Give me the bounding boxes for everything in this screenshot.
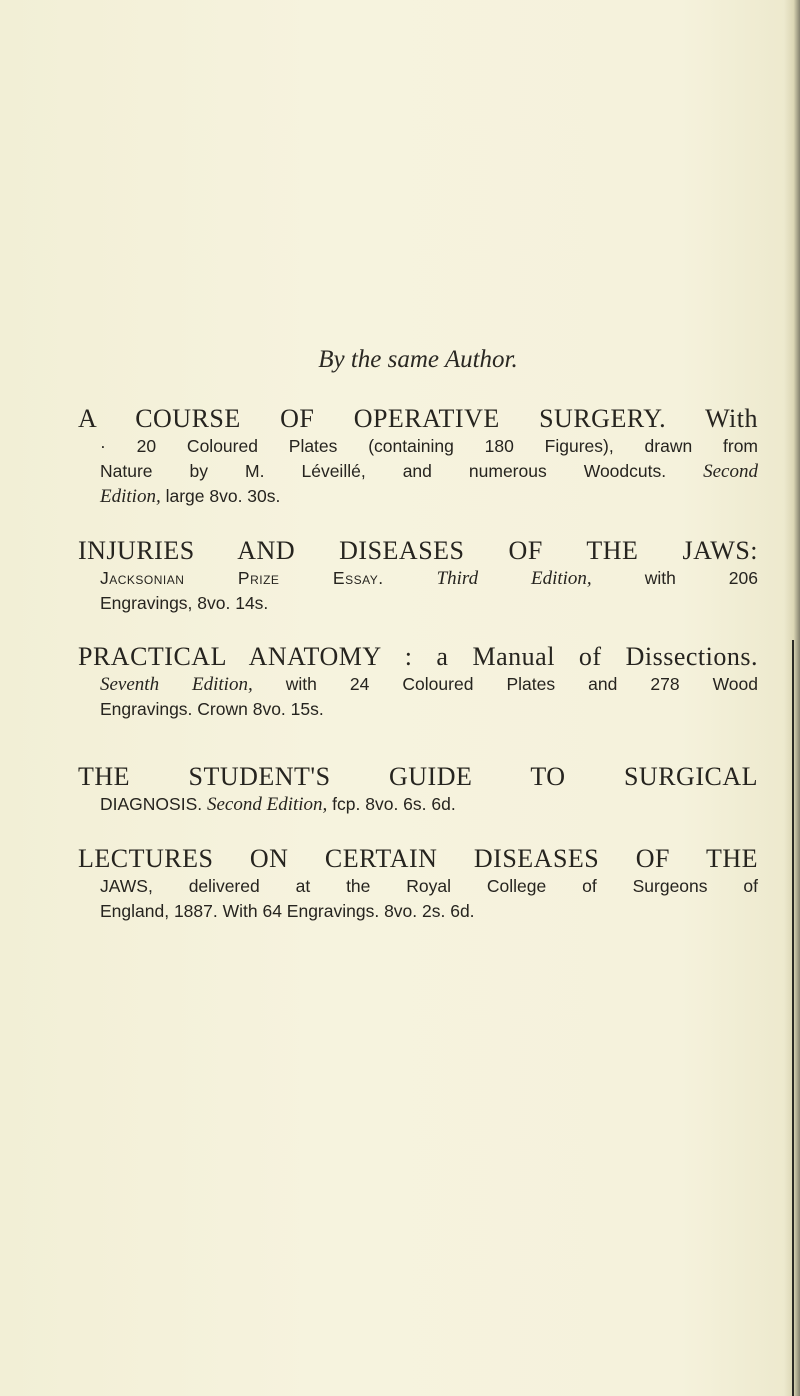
edition-label: Edition, <box>100 486 161 507</box>
book-entry <box>78 642 758 722</box>
book-entry <box>78 844 758 924</box>
byline: By the same Author. <box>318 346 518 373</box>
prize-essay-label: Jacksonian Prize Essay. <box>100 568 384 588</box>
book-entry <box>78 404 758 509</box>
book-title-tail: : a Manual of Dissections. <box>404 642 758 671</box>
book-details <box>78 566 758 616</box>
book-title-line <box>78 404 758 434</box>
detail-line: Jacksonian Prize Essay. Third Edition, with 206 <box>100 568 758 589</box>
detail-line: England, 1887. With 64 Engravings. 8vo. 2s. 6d. <box>100 901 475 921</box>
page-edge-line <box>792 640 794 1396</box>
detail-line: DIAGNOSIS. Second Edition, fcp. 8vo. 6s. 6d. <box>100 794 456 815</box>
book-title: PRACTICAL ANATOMY <box>78 642 381 671</box>
book-title-line <box>78 642 758 672</box>
detail-line: Nature by M. Léveillé, and numerous Woodcuts. Second <box>100 461 758 482</box>
book-details <box>78 672 758 722</box>
book-title: INJURIES AND DISEASES OF THE JAWS: <box>78 536 758 565</box>
book-details <box>78 434 758 509</box>
edition-label: Seventh Edition, <box>100 674 253 695</box>
book-title: A COURSE OF OPERATIVE SURGERY. <box>78 404 667 433</box>
book-entry <box>78 762 758 817</box>
detail-line: JAWS, delivered at the Royal College of Surgeons of <box>100 876 758 896</box>
detail-line: Edition, large 8vo. 30s. <box>100 486 281 507</box>
book-details <box>78 874 758 924</box>
detail-line: Engravings. Crown 8vo. 15s. <box>100 699 324 719</box>
detail-line: Engravings, 8vo. 14s. <box>100 593 269 613</box>
edition-label: Third Edition, <box>436 568 592 589</box>
book-entry <box>78 536 758 616</box>
detail-line: Seventh Edition, with 24 Coloured Plates and 278 Wood <box>100 674 758 695</box>
book-title-tail: With <box>705 404 759 433</box>
edition-label: Second <box>703 461 758 482</box>
book-details <box>78 792 758 817</box>
detail-line: · 20 Coloured Plates (containing 180 Figures), drawn from <box>100 436 758 456</box>
edition-label: Second Edition, <box>206 794 328 815</box>
book-title: THE STUDENT'S GUIDE TO SURGICAL <box>78 762 758 791</box>
book-title: LECTURES ON CERTAIN DISEASES OF THE <box>78 844 758 873</box>
